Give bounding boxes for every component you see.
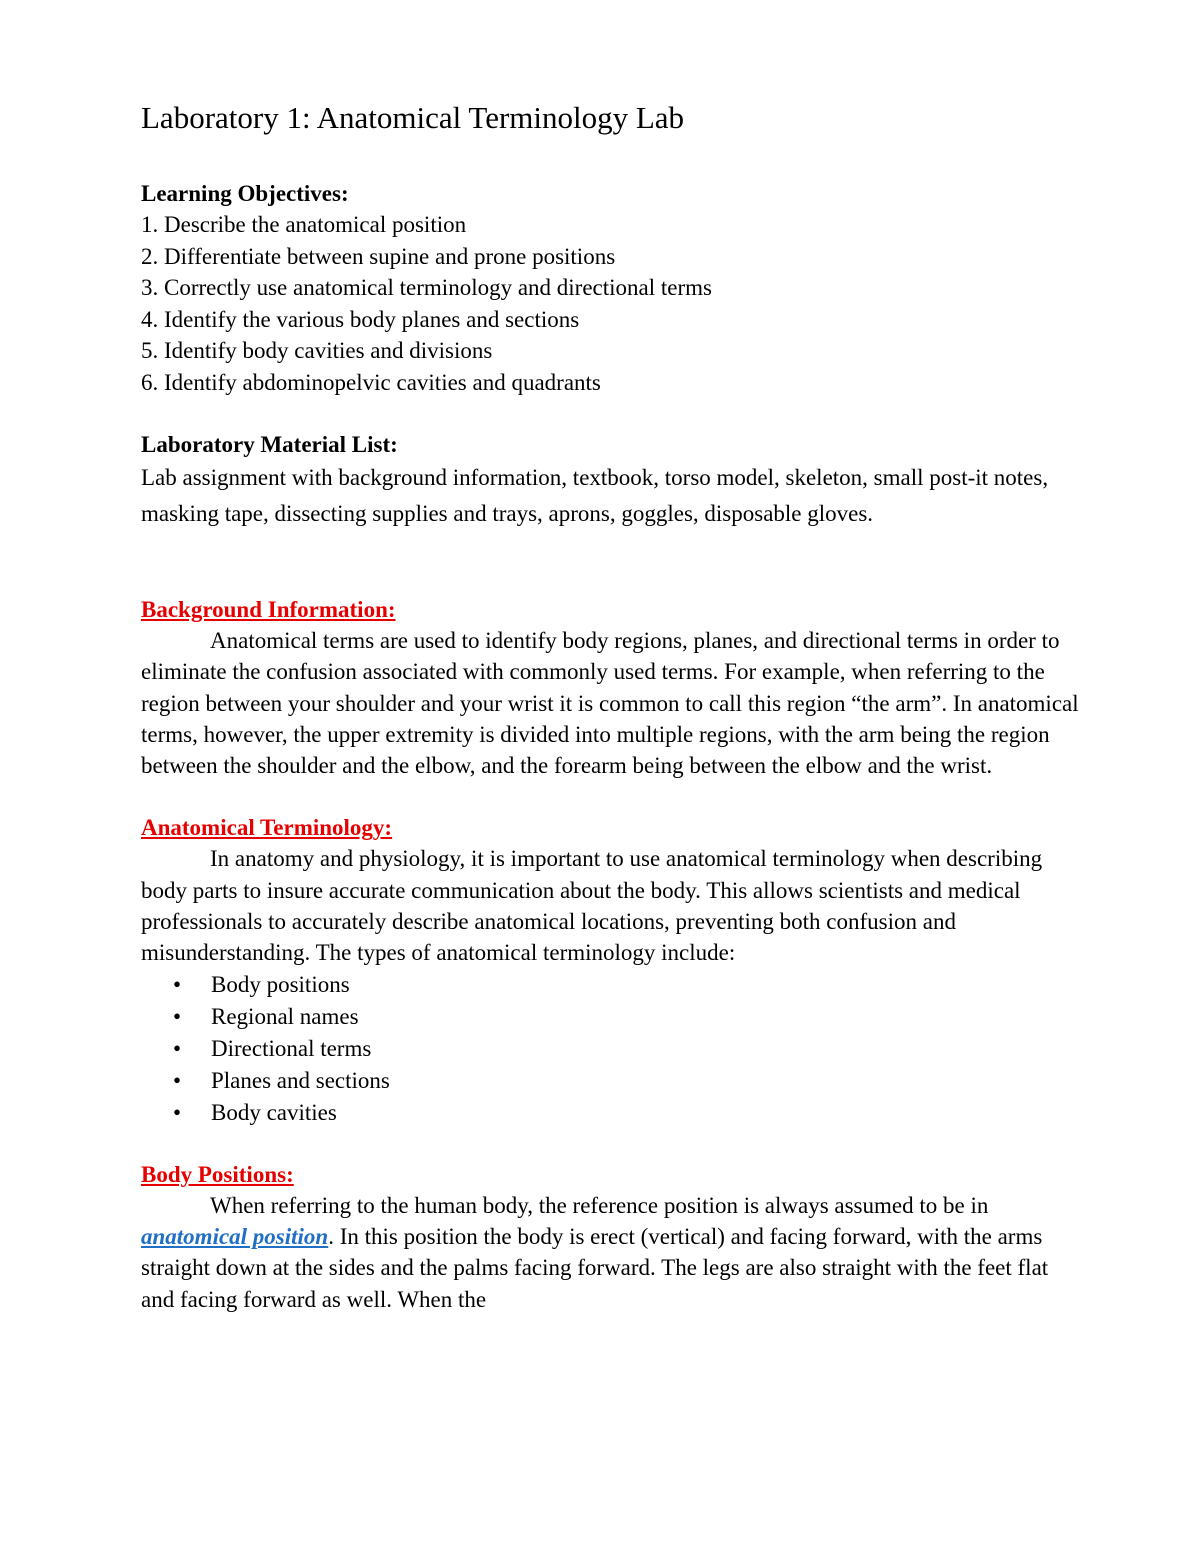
objective-item: 3. Correctly use anatomical terminology and directional terms <box>141 275 712 300</box>
objectives-heading: Learning Objectives: <box>141 181 349 206</box>
bullet-item: • Regional names <box>141 1001 1081 1033</box>
background-section <box>141 594 1081 781</box>
terminology-heading: Anatomical Terminology: <box>141 815 393 841</box>
objective-item: 5. Identify body cavities and divisions <box>141 338 493 363</box>
materials-heading: Laboratory Material List: <box>141 432 398 457</box>
body-positions-heading: Body Positions: <box>141 1161 294 1187</box>
objective-item: 4. Identify the various body planes and sections <box>141 306 580 332</box>
body-positions-text: When referring to the human body, the reference position is always assumed to be in anatomical position. In this position the body is erect (vertical) and facing forward, with the arms straight down at the sides and the palms facing forward. The legs are also straight with the feet flat and facing forward as well. When the <box>141 1192 1049 1312</box>
bullet-item: • Directional terms <box>141 1033 1081 1065</box>
bullet-item: • Body positions <box>141 969 1081 1001</box>
bullet-item: • Planes and sections <box>141 1065 1081 1097</box>
document-page <box>141 98 1081 1315</box>
objective-item: 2. Differentiate between supine and prone positions <box>141 243 616 269</box>
body-positions-section <box>141 1159 1081 1315</box>
terminology-bullet-list <box>141 969 1081 1129</box>
terminology-text: In anatomy and physiology, it is important to use anatomical terminology when describing body parts to insure accurate communication about the body. This allows scientists and medical professionals to accurately describe anatomical locations, preventing both confusion and misunderstanding. The types of anatomical terminology include: <box>141 846 1043 966</box>
terminology-section <box>141 812 1081 1128</box>
background-heading: Background Information: <box>141 597 396 622</box>
page-title: Laboratory 1: Anatomical Terminology Lab <box>141 100 685 135</box>
learning-objectives-section <box>141 178 1081 398</box>
bullet-icon: • <box>173 1099 182 1125</box>
bullet-icon: • <box>173 1035 182 1061</box>
objective-item: 6. Identify abdominopelvic cavities and quadrants <box>141 369 601 395</box>
materials-text: Lab assignment with background information, textbook, torso model, skeleton, small post-it notes, masking tape, dissecting supplies and trays, aprons, goggles, disposable gloves. <box>141 465 1049 526</box>
bullet-icon: • <box>173 1003 182 1029</box>
bullet-icon: • <box>173 1067 182 1093</box>
bullet-icon: • <box>173 971 182 997</box>
background-text: Anatomical terms are used to identify body regions, planes, and directional terms in order to eliminate the confusion associated with commonly used terms. For example, when referring to the region between your shoulder and your wrist it is common to call this region “the arm”. In anatomical terms, however, the upper extremity is divided into multiple regions, with the arm being the region between the shoulder and the elbow, and the forearm being between the elbow and the wrist. <box>141 628 1079 779</box>
bullet-item: • Body cavities <box>141 1097 1081 1129</box>
anatomical-position-term: anatomical position <box>141 1223 329 1249</box>
objective-item: 1. Describe the anatomical position <box>141 212 467 237</box>
objectives-list <box>141 209 1081 398</box>
material-list-section <box>141 429 1081 532</box>
